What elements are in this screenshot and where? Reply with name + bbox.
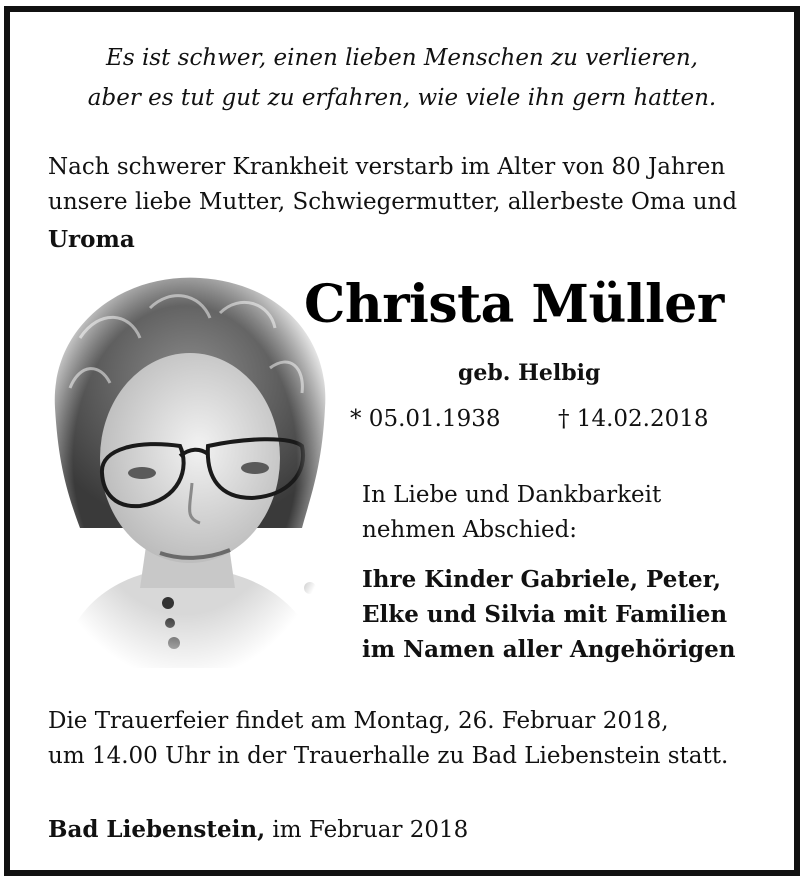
mourners-line-1: Ihre Kinder Gabriele, Peter,	[362, 566, 722, 593]
closing-line	[48, 812, 468, 848]
obituary-frame	[4, 6, 800, 876]
portrait-photo	[40, 268, 330, 668]
birth-date: * 05.01.1938	[350, 406, 501, 432]
mourners-line-2: Elke und Silvia mit Familien	[362, 601, 728, 628]
intro-line-1: Nach schwerer Krankheit verstarb im Alter von 80 Jahren	[48, 154, 726, 180]
deceased-name: Christa Müller	[304, 274, 724, 335]
mourners-line-3: im Namen aller Angehörigen	[362, 636, 736, 663]
intro-line-2: unsere liebe Mutter, Schwiegermutter, allerbeste Oma und	[48, 189, 738, 215]
quote-line-1: Es ist schwer, einen lieben Menschen zu verlieren,	[106, 45, 698, 71]
death-date: † 14.02.2018	[558, 406, 709, 432]
service-line-1: Die Trauerfeier findet am Montag, 26. Februar 2018,	[48, 708, 669, 734]
farewell-line-2: nehmen Abschied:	[362, 517, 578, 543]
birth-name: geb. Helbig	[458, 360, 601, 386]
service-line-2: um 14.00 Uhr in der Trauerhalle zu Bad Liebenstein statt.	[48, 743, 729, 769]
quote-line-2: aber es tut gut zu erfahren, wie viele ihn gern hatten.	[87, 85, 717, 111]
closing-date: im Februar 2018	[272, 817, 469, 843]
closing-place: Bad Liebenstein,	[48, 816, 266, 843]
farewell-line-1: In Liebe und Dankbarkeit	[362, 482, 662, 508]
intro-line-3: Uroma	[48, 226, 135, 253]
